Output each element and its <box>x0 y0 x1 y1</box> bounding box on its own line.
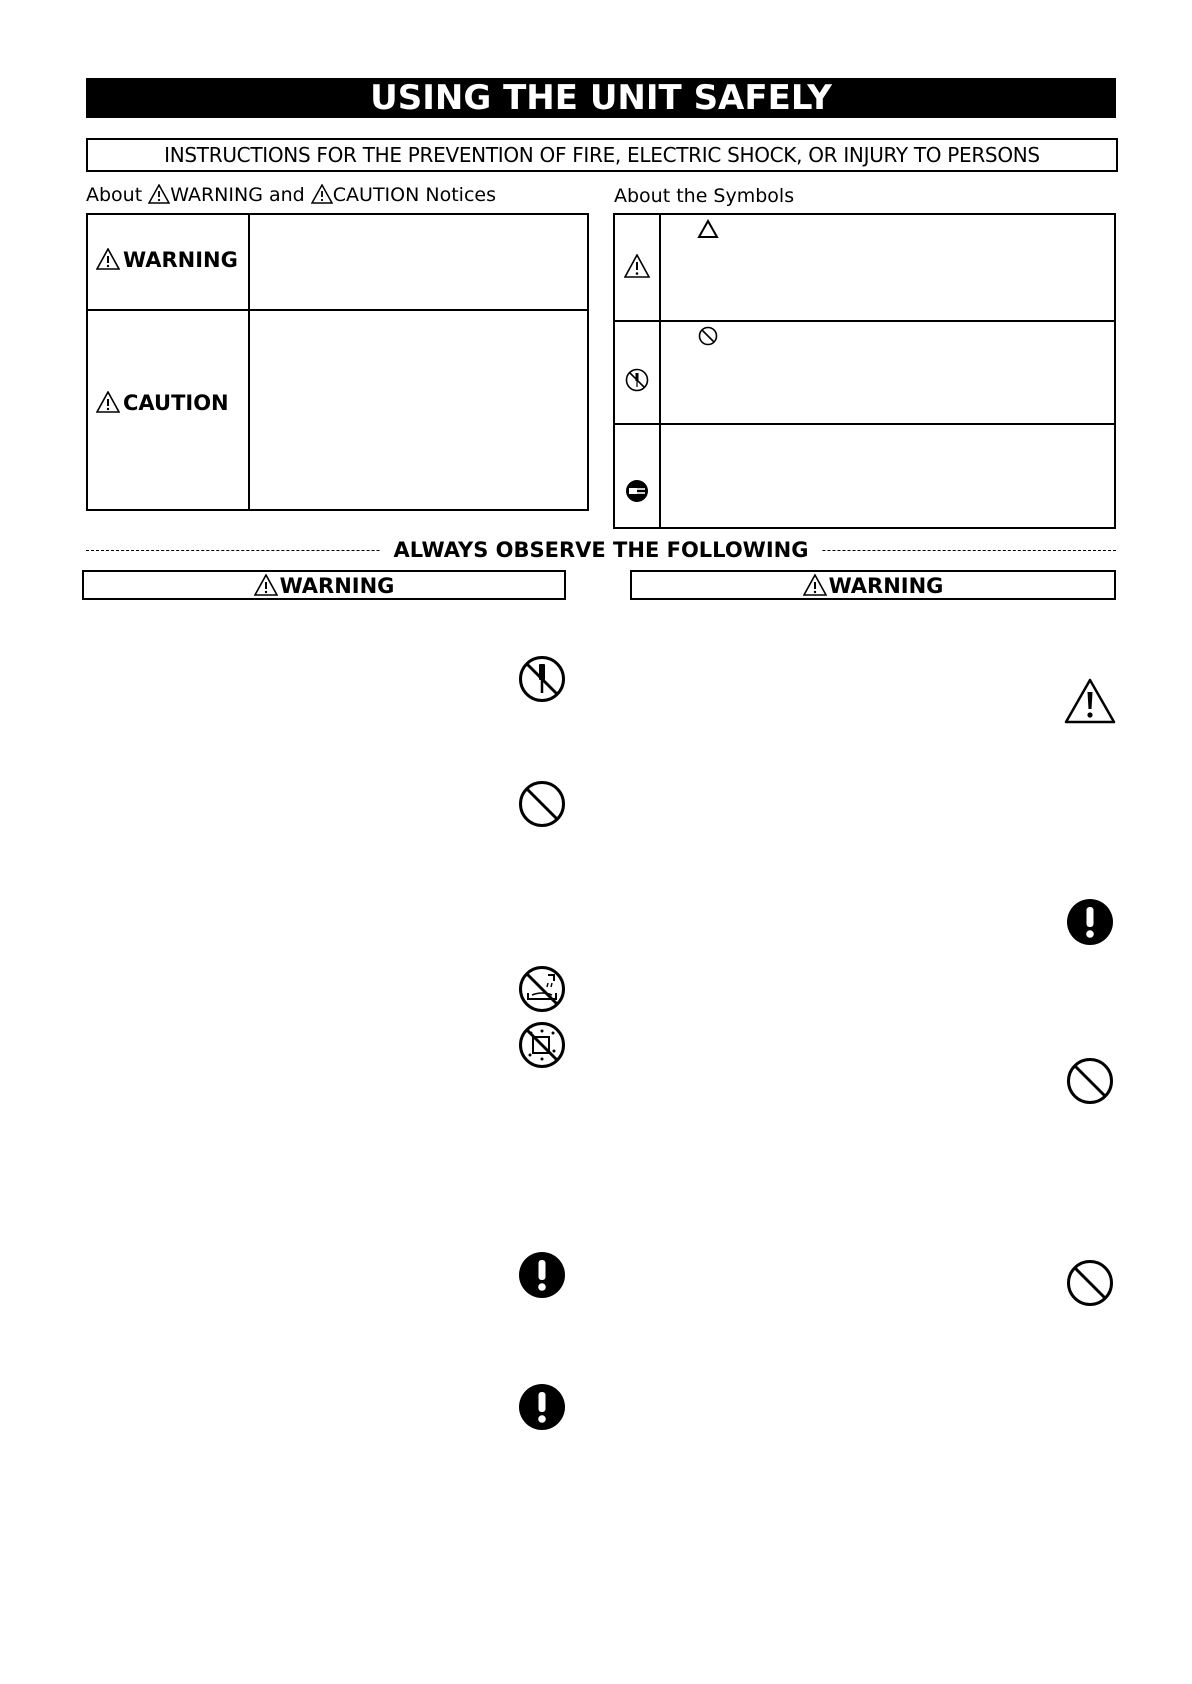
prohibited-symbol-icon <box>698 326 718 346</box>
notices-heading-warning: WARNING <box>170 184 263 206</box>
mandatory-icon <box>518 1383 566 1431</box>
notices-heading-about: About <box>86 184 143 206</box>
warning-triangle-icon <box>254 574 278 596</box>
warning-triangle-icon <box>803 574 827 596</box>
symbols-heading: About the Symbols <box>614 185 795 207</box>
notices-heading-caution: CAUTION <box>332 184 420 206</box>
mandatory-icon <box>1066 898 1114 946</box>
page-subtitle: INSTRUCTIONS FOR THE PREVENTION OF FIRE, ELECTRIC SHOCK, OR INJURY TO PERSONS <box>86 138 1118 172</box>
notices-heading <box>86 183 496 207</box>
symbols-row-mandatory <box>615 423 1114 529</box>
mandatory-icon <box>518 1251 566 1299</box>
caution-notice-label: CAUTION <box>96 391 229 415</box>
page-title: USING THE UNIT SAFELY <box>86 78 1116 118</box>
prohibited-icon <box>518 780 566 828</box>
no-water-icon <box>518 965 566 1013</box>
left-warning-header: WARNING <box>82 570 566 600</box>
no-disassemble-icon <box>518 655 566 703</box>
notices-row-caution <box>88 309 587 511</box>
notices-heading-notices: Notices <box>425 184 496 206</box>
caution-triangle-icon <box>1064 678 1116 724</box>
notices-row-warning <box>88 215 587 309</box>
right-warning-header: WARNING <box>630 570 1116 600</box>
caution-triangle-icon <box>624 254 650 278</box>
symbols-row-prohibition <box>615 320 1114 423</box>
warning-triangle-icon <box>96 248 120 270</box>
prohibited-icon <box>1066 1057 1114 1105</box>
always-observe-divider <box>86 538 1116 562</box>
caution-triangle-icon <box>96 391 120 413</box>
warning-notice-label: WARNING <box>96 248 238 272</box>
notices-table <box>86 213 589 511</box>
caution-triangle-icon <box>311 184 333 204</box>
unplug-icon <box>625 479 649 503</box>
notices-heading-and: and <box>268 184 305 206</box>
no-moisture-icon <box>518 1021 566 1069</box>
no-disassemble-icon <box>625 368 649 392</box>
symbols-table <box>613 213 1116 529</box>
triangle-symbol-icon <box>697 219 719 239</box>
prohibited-icon <box>1066 1259 1114 1307</box>
always-observe-title: ALWAYS OBSERVE THE FOLLOWING <box>380 538 823 562</box>
warning-triangle-icon <box>148 184 170 204</box>
symbols-row-triangle <box>615 215 1114 320</box>
